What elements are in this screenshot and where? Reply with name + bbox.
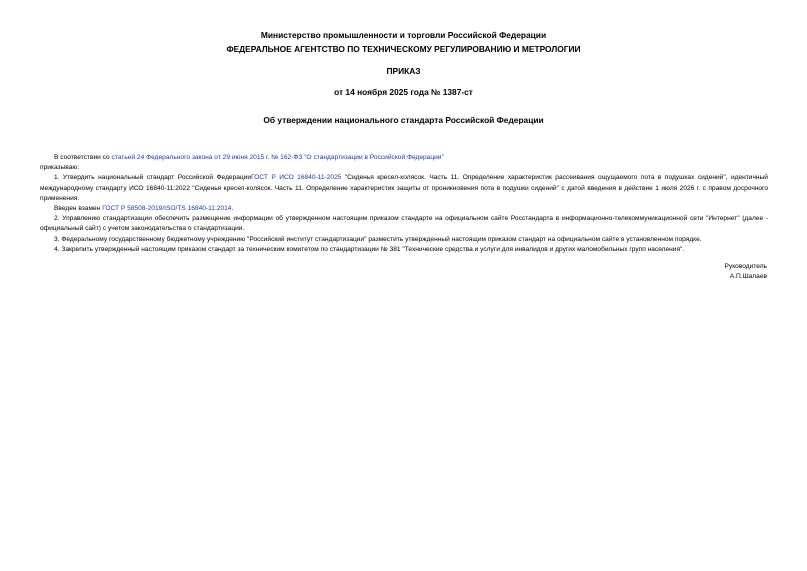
agency-name: ФЕДЕРАЛЬНОЕ АГЕНТСТВО ПО ТЕХНИЧЕСКОМУ РЕГУЛИРОВАНИЮ И МЕТРОЛОГИИ [226, 44, 581, 54]
replacement-note [40, 204, 768, 214]
document-subject: Об утверждении национального стандарта Российской Федерации [263, 115, 544, 125]
intro-paragraph [40, 153, 768, 163]
document-date-number: от 14 ноября 2025 года № 1387-ст [334, 87, 473, 97]
law-link[interactable]: статьей 24 Федерального закона от 29 июня 2015 г. № 162-ФЗ "О стандартизации в Российской Федерации" [111, 154, 444, 161]
item-1-suffix: "Сиденья кресел-колясок. Часть 11. Определение характеристик рассеивания ощущаемого пота в подушках сидений", идентичный международному стандарту ИСО 16840-11:2022 "Сиденья кресел-колясок. Часть 11. Определение характеристик защиты от проникновения пота в подушки сидений" с датой введения в действие 1 июля 2026 г. с правом досрочного применения. [40, 174, 768, 202]
replacement-suffix: . [231, 205, 234, 213]
item-1 [40, 173, 768, 204]
gost-link[interactable]: ГОСТ Р ИСО 16840-11-2025 [251, 174, 342, 182]
document-body [40, 153, 768, 255]
item-1-prefix: 1. Утвердить национальный стандарт Российской Федерации [54, 174, 252, 182]
item-3: 3. Федеральному государственному бюджетному учреждению "Российский институт стандартизации" разместить утвержденный настоящим приказом стандарт на официальном сайте в установленном порядке. [54, 235, 702, 243]
signature-name: А.П.Шалаев [729, 273, 767, 280]
order-word: приказываю: [40, 164, 80, 172]
item-2: 2. Управлению стандартизации обеспечить размещение информации об утвержденном настоящим приказом стандарте на официальном сайте Росстандарта в информационно-телекоммуникационной сети "Интернет" (далее - официальный сайт) с учетом законодательства о стандартизации. [40, 215, 768, 233]
replaced-standard-link[interactable]: ГОСТ Р 58508-2019/ISO/TS 16840-11:2014 [102, 205, 232, 213]
item-4: 4. Закрепить утвержденный настоящим приказом стандарт за техническим комитетом по стандартизации № 381 "Технические средства и услуги для инвалидов и других маломобильных групп населения". [54, 245, 685, 253]
ministry-name: Министерство промышленности и торговли Российской Федерации [260, 30, 547, 40]
document-type: ПРИКАЗ [386, 66, 421, 76]
replacement-prefix: Введен взамен [54, 205, 103, 213]
signature-title: Руководитель [724, 263, 767, 270]
intro-prefix: В соответствии со [54, 154, 112, 161]
